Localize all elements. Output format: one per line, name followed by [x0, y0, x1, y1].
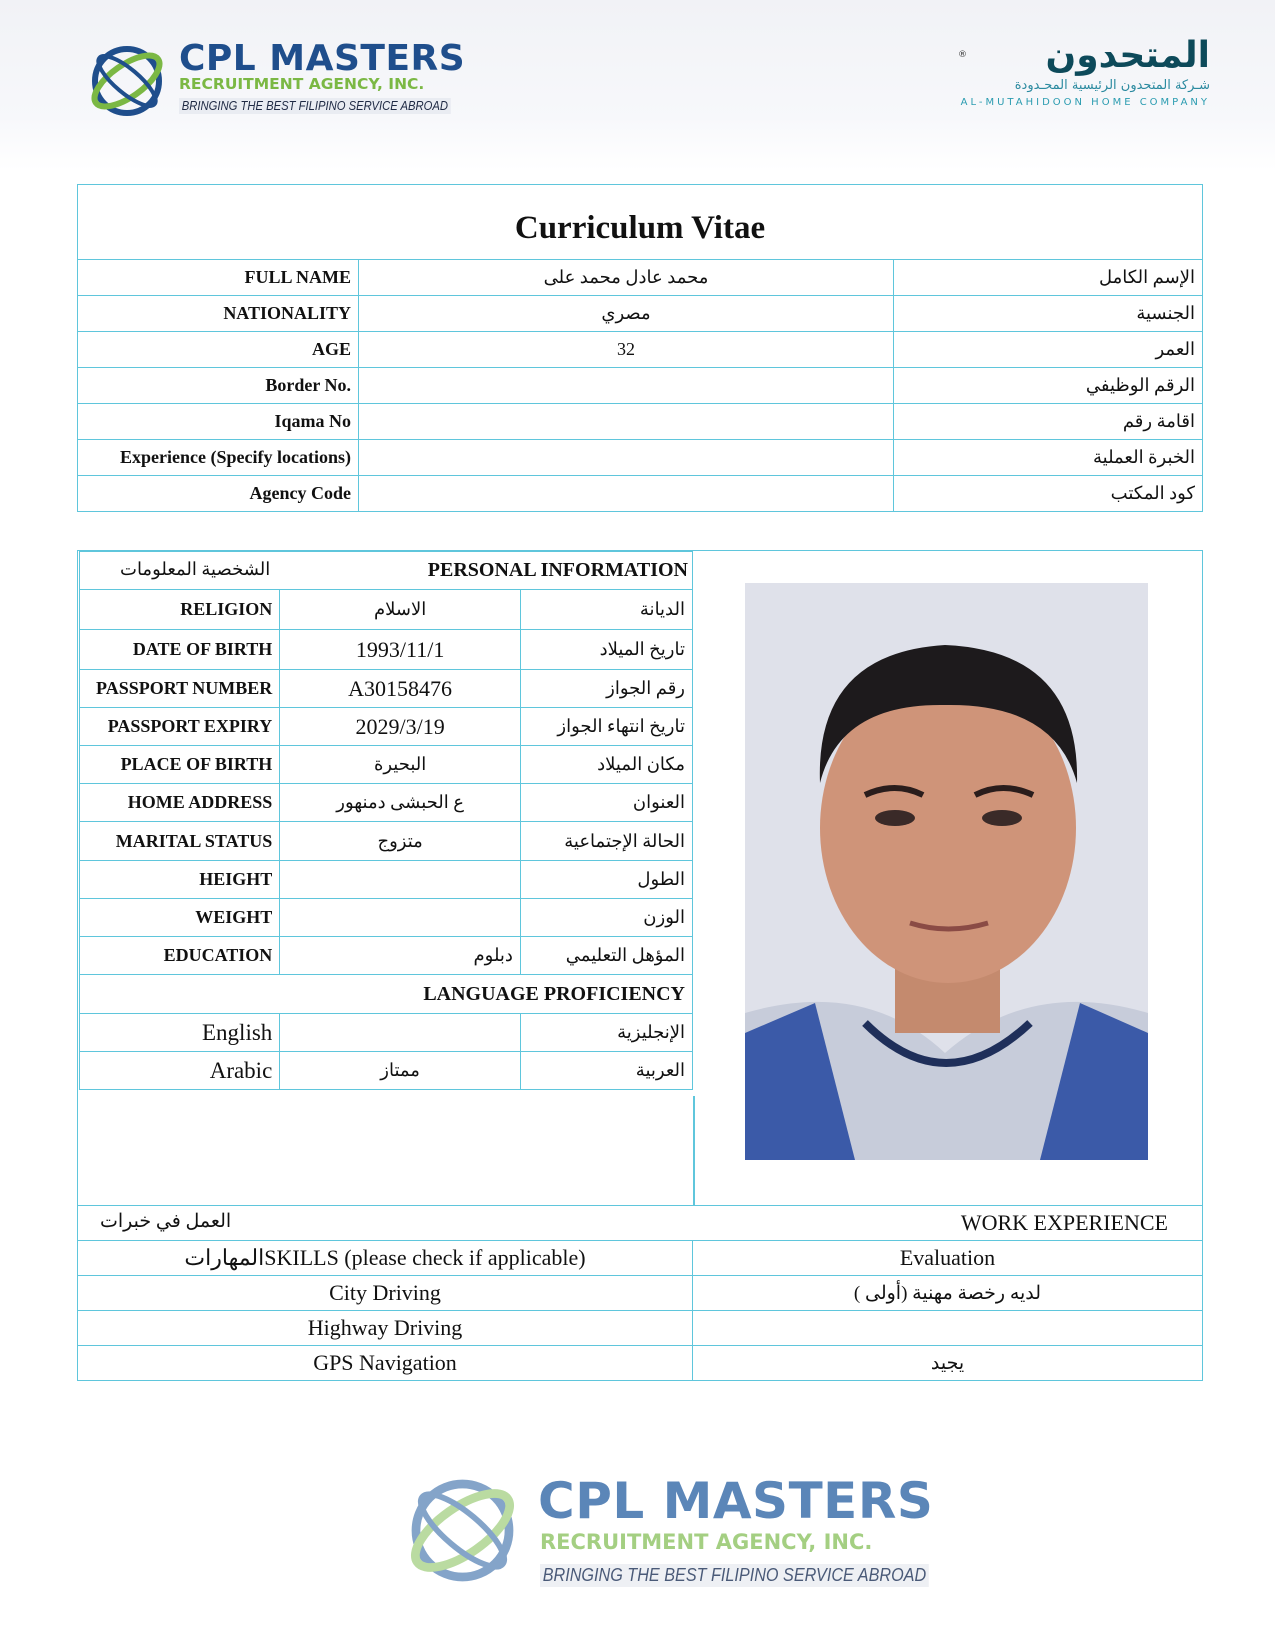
- field-label: PASSPORT EXPIRY: [80, 708, 280, 746]
- field-value: 2029/3/19: [280, 708, 521, 746]
- row-value: [359, 404, 894, 440]
- table-row: [80, 975, 693, 1014]
- row-label: Agency Code: [78, 476, 359, 512]
- field-value: A30158476: [280, 670, 521, 708]
- table-row: [80, 784, 693, 822]
- skill-evaluation: لديه رخصة مهنية (أولى ): [693, 1276, 1203, 1311]
- table-row: [80, 1014, 693, 1052]
- skill-name: Highway Driving: [78, 1311, 693, 1346]
- table-row: [78, 332, 1203, 368]
- row-label: Border No.: [78, 368, 359, 404]
- language-arabic-name: العربية: [520, 1052, 692, 1090]
- field-label: RELIGION: [80, 590, 280, 630]
- cpl-logo-title: CPL MASTERS: [179, 38, 466, 79]
- mutahidoon-arabic-company: شـركة المتحدون الرئيسية المحـدودة: [1014, 78, 1210, 93]
- field-arabic-label: المؤهل التعليمي: [520, 937, 692, 975]
- personal-heading: PERSONAL INFORMATION: [427, 559, 688, 581]
- field-label: PLACE OF BIRTH: [80, 746, 280, 784]
- field-arabic-label: الوزن: [520, 899, 692, 937]
- field-value: [280, 899, 521, 937]
- work-arabic-heading: العمل في خبرات: [100, 1211, 232, 1232]
- row-label: NATIONALITY: [78, 296, 359, 332]
- field-label: WEIGHT: [80, 899, 280, 937]
- table-row: [78, 1206, 1203, 1241]
- applicant-photo: [745, 583, 1148, 1160]
- work-heading: WORK EXPERIENCE: [960, 1210, 1168, 1235]
- row-arabic-label: الجنسية: [894, 296, 1203, 332]
- field-arabic-label: تاريخ انتهاء الجواز: [520, 708, 692, 746]
- footer-logo-tagline: BRINGING THE BEST FILIPINO SERVICE ABROAD: [540, 1564, 929, 1587]
- field-arabic-label: العنوان: [520, 784, 692, 822]
- field-value: متزوج: [280, 822, 521, 861]
- mutahidoon-english-name: AL-MUTAHIDOON HOME COMPANY: [960, 97, 1210, 108]
- skill-name: GPS Navigation: [78, 1346, 693, 1381]
- cpl-logo-tagline: BRINGING THE BEST FILIPINO SERVICE ABROAD: [179, 98, 451, 114]
- field-arabic-label: رقم الجواز: [520, 670, 692, 708]
- skills-heading: المهاراتSKILLS (please check if applicable): [78, 1241, 693, 1276]
- table-row: [80, 590, 693, 630]
- field-value: البحيرة: [280, 746, 521, 784]
- footer-logo-subtitle: RECRUITMENT AGENCY, INC.: [540, 1530, 873, 1554]
- table-row: [78, 1276, 1203, 1311]
- table-row: [80, 670, 693, 708]
- language-level: [280, 1014, 521, 1052]
- skill-name: City Driving: [78, 1276, 693, 1311]
- row-arabic-label: اقامة رقم: [894, 404, 1203, 440]
- mutahidoon-logo: [950, 35, 1210, 128]
- field-arabic-label: الحالة الإجتماعية: [520, 822, 692, 861]
- field-arabic-label: الطول: [520, 861, 692, 899]
- field-value: ع الحبشى دمنهور: [280, 784, 521, 822]
- row-value: [359, 440, 894, 476]
- work-experience-table: [77, 1205, 1203, 1381]
- row-value: [359, 368, 894, 404]
- field-label: HEIGHT: [80, 861, 280, 899]
- row-arabic-label: الرقم الوظيفي: [894, 368, 1203, 404]
- mutahidoon-arabic-name: المتحدون: [1045, 35, 1210, 76]
- language-name: English: [80, 1014, 280, 1052]
- registered-mark: ®: [958, 50, 967, 60]
- language-arabic-name: الإنجليزية: [520, 1014, 692, 1052]
- table-row: [78, 260, 1203, 296]
- row-arabic-label: كود المكتب: [894, 476, 1203, 512]
- skill-evaluation: يجيد: [693, 1346, 1203, 1381]
- table-row: [80, 937, 693, 975]
- cpl-logo-subtitle: RECRUITMENT AGENCY, INC.: [179, 75, 425, 93]
- table-row: [78, 440, 1203, 476]
- row-arabic-label: الإسم الكامل: [894, 260, 1203, 296]
- table-row: [78, 476, 1203, 512]
- field-value: دبلوم: [280, 937, 521, 975]
- field-label: MARITAL STATUS: [80, 822, 280, 861]
- row-label: Experience (Specify locations): [78, 440, 359, 476]
- table-row: [78, 1311, 1203, 1346]
- field-value: [280, 861, 521, 899]
- table-row: [80, 630, 693, 670]
- field-value: الاسلام: [280, 590, 521, 630]
- row-label: FULL NAME: [78, 260, 359, 296]
- language-heading: LANGUAGE PROFICIENCY: [80, 975, 693, 1014]
- skill-evaluation: [693, 1311, 1203, 1346]
- table-row: [78, 368, 1203, 404]
- field-label: PASSPORT NUMBER: [80, 670, 280, 708]
- table-row: [80, 822, 693, 861]
- row-label: AGE: [78, 332, 359, 368]
- table-row: [80, 552, 693, 590]
- table-row: [78, 1241, 1203, 1276]
- table-row: [80, 1052, 693, 1090]
- table-row: [80, 746, 693, 784]
- footer-cpl-logo: [400, 1468, 934, 1598]
- cv-title: Curriculum Vitae: [78, 185, 1203, 260]
- personal-arabic-heading: الشخصية المعلومات: [120, 559, 271, 579]
- table-row: [80, 899, 693, 937]
- language-level: ممتاز: [280, 1052, 521, 1090]
- table-row: [80, 708, 693, 746]
- evaluation-heading: Evaluation: [693, 1241, 1203, 1276]
- row-value: مصري: [359, 296, 894, 332]
- footer-logo-title: CPL MASTERS: [538, 1472, 934, 1530]
- language-name: Arabic: [80, 1052, 280, 1090]
- cv-summary-table: [77, 184, 1203, 512]
- field-label: DATE OF BIRTH: [80, 630, 280, 670]
- field-arabic-label: مكان الميلاد: [520, 746, 692, 784]
- globe-icon: [84, 38, 170, 124]
- row-value: [359, 476, 894, 512]
- table-row: [78, 404, 1203, 440]
- table-row: [78, 296, 1203, 332]
- row-value: محمد عادل محمد على: [359, 260, 894, 296]
- field-arabic-label: الديانة: [520, 590, 692, 630]
- row-label: Iqama No: [78, 404, 359, 440]
- personal-info-table: [79, 551, 693, 1090]
- field-label: HOME ADDRESS: [80, 784, 280, 822]
- field-arabic-label: تاريخ الميلاد: [520, 630, 692, 670]
- table-row: [80, 861, 693, 899]
- column-divider: [693, 1096, 695, 1206]
- row-arabic-label: العمر: [894, 332, 1203, 368]
- field-label: EDUCATION: [80, 937, 280, 975]
- row-arabic-label: الخبرة العملية: [894, 440, 1203, 476]
- table-row: [78, 1346, 1203, 1381]
- row-value: 32: [359, 332, 894, 368]
- globe-icon: [400, 1468, 525, 1593]
- cpl-masters-logo: [84, 38, 466, 128]
- field-value: 1993/11/1: [280, 630, 521, 670]
